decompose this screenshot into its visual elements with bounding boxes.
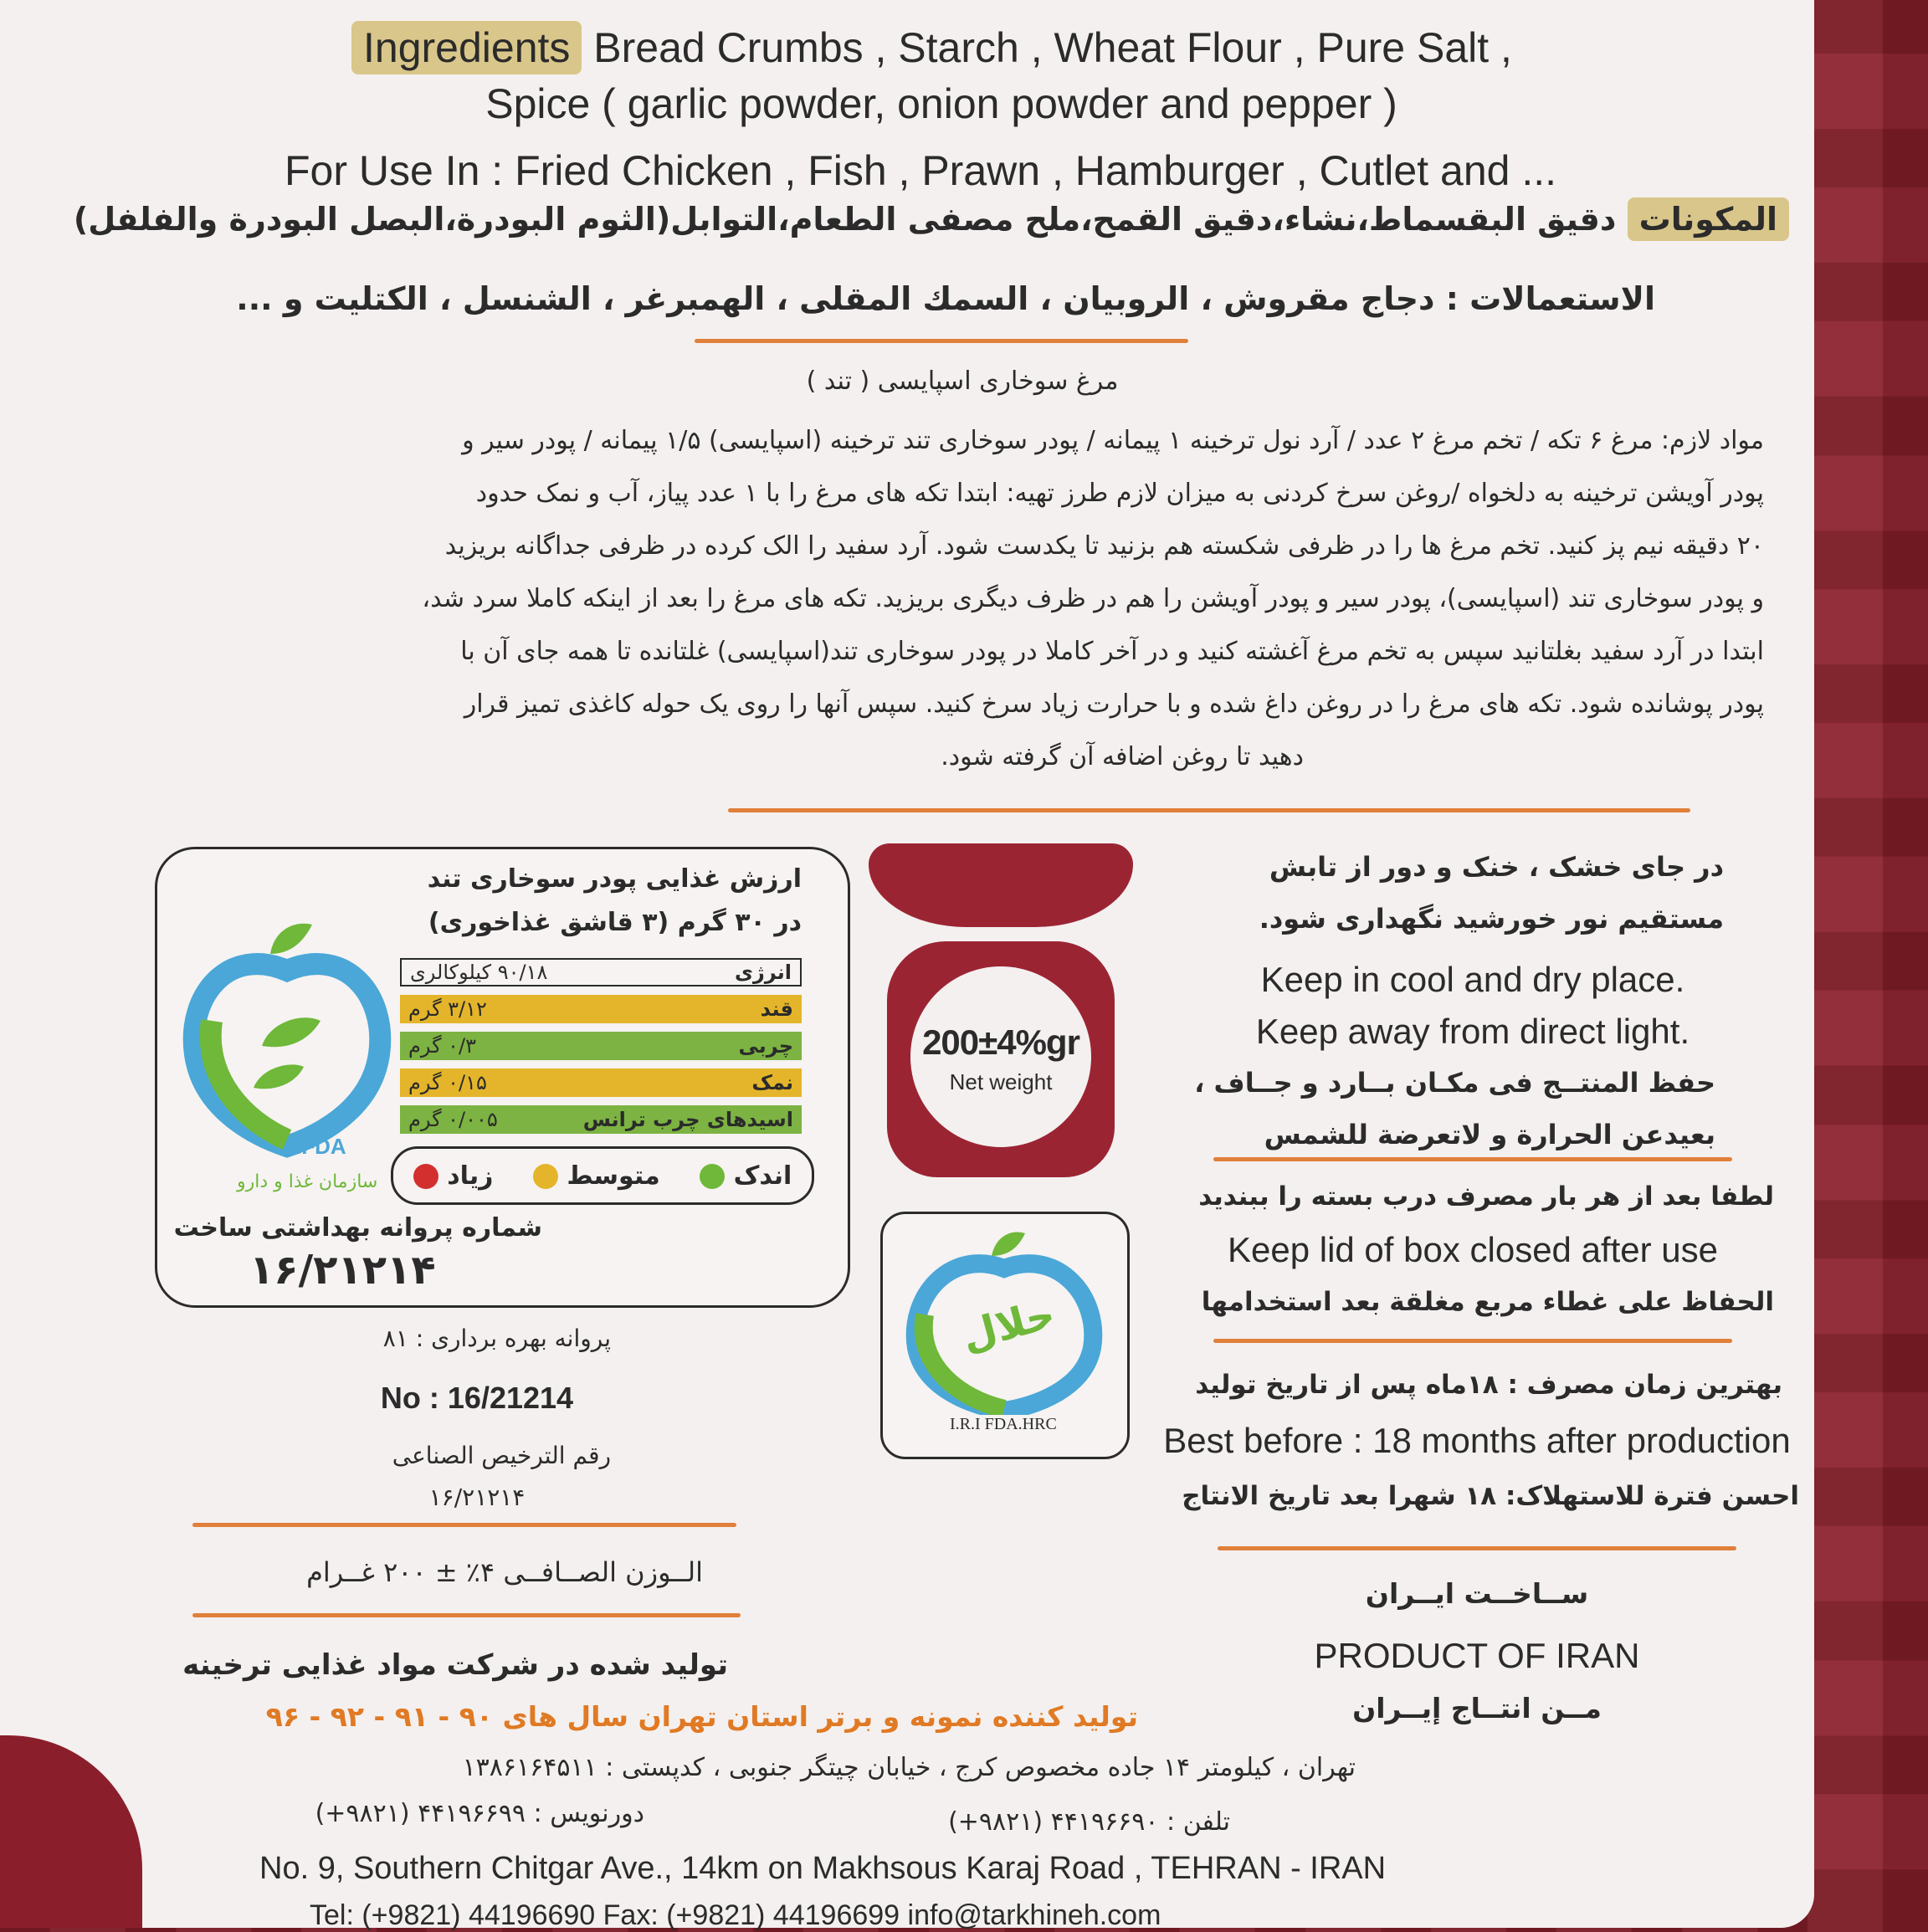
ifda-logo-icon <box>178 920 396 1171</box>
lid-fa: لطفا بعد از هر بار مصرف درب بسته را ببندید <box>1198 1181 1774 1212</box>
nutrition-row-trans-fat <box>400 1105 802 1134</box>
yellow-dot-icon <box>533 1164 558 1189</box>
ingredients-en-line2: Spice ( garlic powder, onion powder and pepper ) <box>485 80 1397 127</box>
ingredients-ar-line2: الاستعمالات : دجاج مقروش ، الروبيان ، السمك المقلى ، الهمبرغر ، الشنسل ، الكتليت و ... <box>236 280 1655 317</box>
nutrition-title-1: ارزش غذایی پودر سوخاری تند <box>427 864 802 894</box>
lid-en: Keep lid of box closed after use <box>1227 1230 1719 1269</box>
red-dot-icon <box>413 1164 438 1189</box>
storage-ar-line2: بعيدعن الحرارة و لاتعرضة للشمس <box>1264 1119 1715 1150</box>
producer-address-en: No. 9, Southern Chitgar Ave., 14km on Makhsous Karaj Road , TEHRAN - IRAN <box>259 1851 1387 1886</box>
origin-en: PRODUCT OF IRAN <box>1314 1636 1640 1675</box>
best-before-fa: بهترین زمان مصرف : ۱۸ماه پس از تاریخ تولید <box>1195 1370 1782 1400</box>
recipe-line: پودر پوشانده شود. تکه های مرغ را در روغن داغ شده و با حرارت زیاد سرخ کنید. سپس آنها را روی یک حوله کاغذی تمیز قرار <box>464 689 1764 719</box>
divider-recipe <box>728 808 1690 812</box>
recipe-body <box>132 414 1764 783</box>
green-dot-icon <box>700 1164 725 1189</box>
exploitation-permit-fa: پروانه بهره برداری : ۸۱ <box>382 1325 611 1352</box>
net-weight-value: 200±4%gr <box>922 1022 1079 1062</box>
producer-line2: تولید کننده نمونه و برتر استان تهران سال های ۹۰ - ۹۱ - ۹۲ - ۹۶ <box>265 1700 1138 1733</box>
storage-ar-line1: حفظ المنتــج فی مکـان بــارد و جــاف ، <box>1194 1067 1715 1099</box>
recipe-line: و پودر سوخاری تند (اسپایسی)، پودر سیر و پودر آویشن را هم در ظرف دیگری بریزید. تکه های مرغ را بعد از اینکه کاملا سرد شد، <box>422 584 1764 613</box>
net-weight-ar: الــوزن الصــافــی ۴٪ ± ۲۰۰ غــرام <box>306 1556 703 1588</box>
ingredients-en-line3: For Use In : Fried Chicken , Fish , Prawn , Hamburger , Cutlet and ... <box>285 147 1556 194</box>
lid-ar: الحفاظ علی غطاء مربع مغلقة بعد استخدامها <box>1201 1287 1774 1317</box>
divider-license <box>192 1523 736 1527</box>
halal-caption: I.R.I FDA.HRC <box>950 1415 1057 1433</box>
recipe-title: مرغ سوخاری اسپایسی ( تند ) <box>806 366 1119 396</box>
nutrition-row-sugar <box>400 995 802 1023</box>
exploitation-permit-no: No : 16/21214 <box>380 1381 574 1415</box>
ingredients-en-tag: Ingredients <box>351 21 582 74</box>
health-license-label: شماره پروانه بهداشتی ساخت <box>173 1213 542 1243</box>
nutrient-name: انرژی <box>735 961 792 984</box>
producer-line1: تولید شده در شرکت مواد غذایی ترخینه <box>182 1648 728 1682</box>
ifda-text-fa: سازمان غذا و دارو <box>237 1171 378 1192</box>
divider-weight <box>192 1613 741 1617</box>
nutrient-name: قند <box>760 997 793 1021</box>
nutrient-value: ۰/۱۵ گرم <box>408 1071 487 1094</box>
divider-storage <box>1213 1157 1732 1161</box>
recipe-line: ابتدا در آرد سفید بغلتانید سپس به تخم مرغ آغشته کنید و در آخر کاملا در پودر سوخاری تند(اسپایسی) غلتانده تا همه جای آن با <box>460 637 1764 666</box>
ingredients-ar-tag: المكونات <box>1628 197 1789 241</box>
nutrition-legend <box>391 1146 814 1205</box>
divider-lid <box>1213 1339 1732 1343</box>
origin-fa: ســاخــت ایــران <box>1365 1577 1589 1610</box>
origin-ar: مــن انتــاج إيــران <box>1352 1692 1602 1724</box>
ifda-text-en: IFDA <box>295 1134 346 1159</box>
halal-badge <box>880 1212 1130 1459</box>
recipe-line: ۲۰ دقیقه نیم پز کنید. تخم مرغ ها را در ظرفی شکسته هم بزنید تا یکدست شود. آرد سفید را الک کرده در ظرفی جداگانه بریزید <box>444 531 1764 561</box>
nutrient-value: ۰/۰۰۵ گرم <box>408 1108 498 1131</box>
nutrient-value: ۰/۳ گرم <box>408 1034 477 1058</box>
producer-contact-en: Tel: (+9821) 44196690 Fax: (+9821) 44196699 info@tarkhineh.com <box>310 1899 1161 1931</box>
storage-en <box>1205 954 1741 1058</box>
scale-top-icon <box>869 843 1133 927</box>
legend-high: زیاد <box>413 1161 494 1191</box>
producer-fax-fa: دورنویس : ۴۴۱۹۶۶۹۹ (۹۸۲۱+) <box>315 1799 644 1828</box>
nutrition-row-fat <box>400 1032 802 1060</box>
net-weight-label: Net weight <box>949 1069 1053 1094</box>
storage-fa <box>1172 841 1724 945</box>
nutrient-value: ۹۰/۱۸ کیلوکالری <box>410 961 548 984</box>
nutrient-name: نمک <box>751 1071 793 1094</box>
legend-medium: متوسط <box>533 1161 660 1191</box>
ingredients-en-line1: Bread Crumbs , Starch , Wheat Flour , Pure Salt , <box>593 24 1512 71</box>
ingredients-ar-line1-row <box>73 201 1789 238</box>
halal-text: حلال <box>956 1290 1060 1361</box>
storage-en-line2: Keep away from direct light. <box>1255 1012 1690 1051</box>
nutrition-panel <box>155 847 850 1308</box>
storage-fa-line2: مستقیم نور خورشید نگهداری شود. <box>1259 903 1724 935</box>
industrial-license-number: ۱۶/۲۱۲۱۴ <box>428 1484 526 1511</box>
nutrient-name: چربی <box>738 1034 793 1058</box>
health-license-number: ۱۶/۲۱۲۱۴ <box>249 1247 436 1294</box>
nutrient-value: ۳/۱۲ گرم <box>408 997 487 1021</box>
nutrition-row-salt <box>400 1068 802 1097</box>
nutrient-name: اسیدهای چرب ترانس <box>582 1108 793 1131</box>
ingredients-ar-line1: دقيق البقسماط،نشاء،دقيق القمح،ملح مصفى الطعام،التوابل(الثوم البودرة،البصل البودرة والفلفل) <box>73 201 1617 238</box>
recipe-line: دهید تا روغن اضافه آن گرفته شود. <box>941 742 1304 771</box>
best-before-en: Best before : 18 months after production <box>1163 1421 1791 1460</box>
recipe-line: پودر آویشن ترخینه به دلخواه /روغن سرخ کردنی به میزان لازم طرز تهیه: ابتدا تکه های مرغ را با ۱ عدد پیاز، آب و نمک حدود <box>475 479 1764 508</box>
divider-usage <box>695 339 1188 343</box>
producer-phone-fa: تلفن : ۴۴۱۹۶۶۹۰ (۹۸۲۱+) <box>948 1807 1230 1837</box>
industrial-license-ar: رقم الترخيص الصناعی <box>392 1442 611 1469</box>
legend-low: اندک <box>700 1161 792 1191</box>
producer-address-fa: تهران ، کیلومتر ۱۴ جاده مخصوص کرج ، خیابان چیتگر جنوبی ، کدپستی : ۱۳۸۶۱۶۴۵۱۱ <box>462 1753 1356 1782</box>
recipe-line: مواد لازم: مرغ ۶ تکه / تخم مرغ ۲ عدد / آرد نول ترخینه ۱ پیمانه / پودر سوخاری تند ترخینه (اسپایسی) ۱/۵ پیمانه / پودر سیر و <box>462 426 1764 455</box>
storage-ar <box>1172 1057 1715 1161</box>
best-before-ar: احسن فترة للاستهلاک: ۱۸ شهرا بعد تاريخ الانتاج <box>1182 1481 1799 1511</box>
divider-best-before <box>1218 1546 1736 1550</box>
storage-en-line1: Keep in cool and dry place. <box>1260 960 1685 999</box>
nutrition-title-2: در ۳۰ گرم (۳ قاشق غذاخوری) <box>428 908 802 937</box>
storage-fa-line1: در جای خشک ، خنک و دور از تابش <box>1269 851 1724 883</box>
ingredients-en-line1-row <box>351 23 1512 72</box>
nutrition-row-energy <box>400 958 802 986</box>
